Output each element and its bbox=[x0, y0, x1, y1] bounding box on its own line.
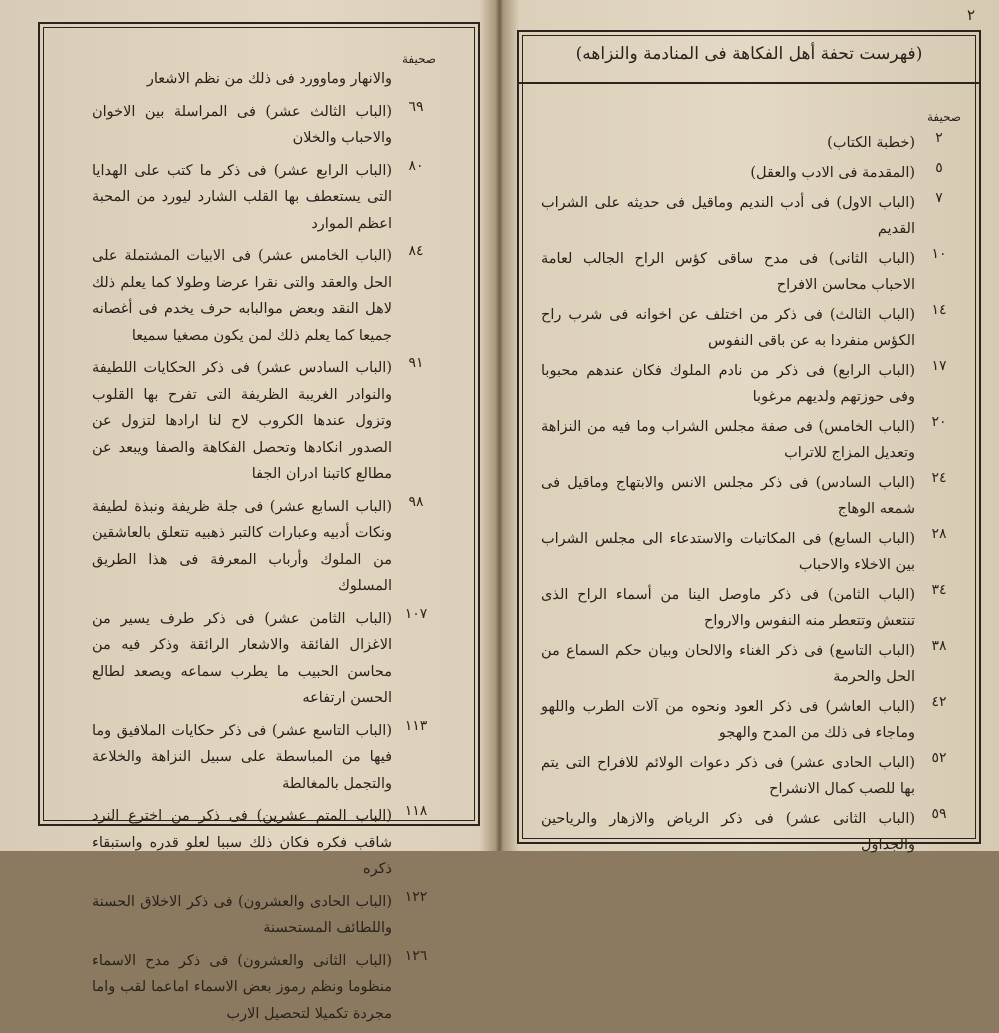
toc-page-number: ٩٨ bbox=[408, 493, 424, 510]
toc-entry bbox=[92, 606, 438, 712]
left-page-frame bbox=[38, 22, 480, 1022]
right-page-frame bbox=[517, 30, 981, 853]
toc-page-number: ٢ bbox=[935, 130, 943, 146]
toc-entry bbox=[541, 806, 961, 858]
toc-entry-text: (الباب العاشر) فى ذكر العود ونحوه من آلات الطرب واللهو وماجاء فى ذلك من المدح والهجو bbox=[541, 699, 915, 741]
toc-entry-text: (الباب الثالث عشر) فى المراسلة بين الاخوان والاحباب والخلان bbox=[92, 103, 392, 146]
toc-page-number: ٦٩ bbox=[408, 98, 424, 115]
toc-page-number: ١٢٢ bbox=[404, 888, 428, 905]
page-number: ٢ bbox=[966, 6, 975, 24]
page-title: (فهرست تحفة أهل الفكاهة فى المنادمة والنزاهه) bbox=[575, 44, 923, 64]
toc-entry-text: (الباب الخامس) فى صفة مجلس الشراب وما فيه من النزاهة وتعديل المزاج للاتراب bbox=[541, 419, 915, 461]
toc-entry bbox=[541, 582, 961, 634]
toc-page-number: ٤٢ bbox=[931, 694, 947, 710]
toc-entry-text: (الباب الرابع عشر) فى ذكر ما كتب على الهدايا التى يستعطف بها القلب الشارد ليورد من المحبة اعظم الموارد bbox=[92, 162, 392, 232]
toc-entry bbox=[541, 302, 961, 354]
toc-entry-text: والانهار وماوورد فى ذلك من نظم الاشعار bbox=[146, 71, 392, 87]
left-page-entries bbox=[92, 66, 438, 1033]
right-page-entries bbox=[541, 130, 961, 862]
toc-entry bbox=[541, 470, 961, 522]
toc-entry-text: (الباب السادس) فى ذكر مجلس الانس والابتهاج وماقيل فى شمعه الوهاج bbox=[541, 475, 915, 517]
toc-page-number: ٢٤ bbox=[931, 470, 947, 486]
toc-page-number: ٩١ bbox=[408, 355, 424, 371]
right-page-column-label: صحيفة bbox=[926, 110, 961, 124]
toc-entry bbox=[92, 948, 438, 1028]
title-bar bbox=[519, 32, 979, 84]
toc-entry-text: (الباب التاسع عشر) فى ذكر حكايات الملافيق وما فيها من المباسطة على سبيل النزاهة والخلاعة والتجمل بالمغالطة bbox=[92, 722, 392, 792]
toc-entry-text: (الباب الخامس عشر) فى الابيات المشتملة على الحل والعقد والتى نقرا عرضا وطولا كما يعلم ذلك لاهل النقد وبعض موالبابه حرف يخدم فى أغصانه جميعا كما يعلم ذلك لمن يكون مصغيا سميعا bbox=[92, 248, 392, 344]
toc-entry bbox=[92, 66, 438, 93]
left-page bbox=[0, 0, 492, 1022]
toc-page-number: ٣٤ bbox=[931, 582, 947, 598]
toc-entry bbox=[541, 358, 961, 410]
toc-page-number: ٥٢ bbox=[931, 750, 947, 766]
toc-entry-text: (الباب الثانى والعشرون) فى ذكر مدح الاسماء منظوما ونظم رموز بعض الاسماء اماعما لقب واما مجردة تكميلا لتحصيل الارب bbox=[92, 952, 392, 1022]
toc-page-number: ١٤ bbox=[931, 302, 947, 318]
toc-entry-text: (الباب الثالث) فى ذكر من اختلف عن اخوانه فى شرب راح الكؤس منفردا به عن باقى النفوس bbox=[541, 307, 915, 349]
toc-page-number: ٣٨ bbox=[931, 638, 947, 654]
toc-entry-text: (الباب الحادى والعشرون) فى ذكر الاخلاق الحسنة واللطائف المستحسنة bbox=[92, 893, 392, 936]
toc-page-number: ١٠ bbox=[931, 246, 947, 262]
toc-entry bbox=[541, 160, 961, 186]
toc-entry bbox=[541, 750, 961, 802]
toc-page-number: ٢٨ bbox=[931, 526, 947, 542]
toc-page-number: ١٠٧ bbox=[404, 605, 428, 622]
toc-page-number: ٥٩ bbox=[931, 806, 947, 822]
right-page bbox=[507, 0, 999, 851]
toc-page-number: ٧ bbox=[935, 190, 943, 206]
toc-entry-text: (المقدمة فى الادب والعقل) bbox=[750, 165, 915, 181]
left-page-column-label: صحيفة bbox=[401, 52, 436, 66]
toc-page-number: ١٧ bbox=[931, 358, 947, 374]
toc-entry bbox=[92, 803, 438, 883]
toc-entry bbox=[541, 414, 961, 466]
toc-page-number: ٨٤ bbox=[408, 243, 424, 259]
toc-entry-text: (الباب الثانى عشر) فى ذكر الرياض والازهار والرياحين والجداول bbox=[541, 811, 915, 853]
toc-entry-text: (الباب الثامن عشر) فى ذكر طرف يسير من الاغزال الفائقة والاشعار الرائقة وذكر فيه من محاسن الحبيب ما يطرب سماعه ويصعد لطالع الحسن ارتفاعه bbox=[92, 610, 392, 706]
toc-page-number: ١٢٦ bbox=[404, 947, 428, 964]
toc-entry-text: (الباب السابع عشر) فى جلة ظريفة ونبذة لطيفة ونكات أدبيه وعبارات كالتبر ذهبيه تتعلق بالعاشقين من الملوك وأرباب المعرفة فى هذا الطريق المسلوك bbox=[92, 498, 392, 594]
toc-entry bbox=[541, 694, 961, 746]
toc-entry bbox=[92, 158, 438, 238]
toc-page-number: ٨٠ bbox=[408, 157, 424, 174]
toc-page-number: ١١٣ bbox=[404, 717, 428, 734]
toc-entry bbox=[541, 526, 961, 578]
toc-entry-text: (الباب الثامن) فى ذكر ماوصل الينا من أسماء الراح الذى تنتعش وتتعطر منه النفوس والارواح bbox=[541, 587, 915, 629]
toc-entry-text: (الباب الاول) فى أدب النديم وماقيل فى حديثه على الشراب القديم bbox=[541, 195, 915, 237]
toc-entry bbox=[92, 718, 438, 798]
toc-entry bbox=[92, 243, 438, 349]
toc-entry-text: (الباب السادس عشر) فى ذكر الحكايات اللطيفة والنوادر الغريبة الظريفة التى تفرح بها القلوب وتزول عندها الكروب لاح لنا ارادها لتزول عن الصدور انكادها وتحصل الفكاهة والصفا ويبعد عن مطالع كاتبنا ادران الجفا bbox=[92, 360, 392, 482]
toc-entry bbox=[541, 246, 961, 298]
toc-entry bbox=[92, 889, 438, 942]
toc-entry bbox=[92, 494, 438, 600]
toc-page-number: ٥ bbox=[935, 160, 943, 176]
toc-entry-text: (الباب الرابع) فى ذكر من نادم الملوك فكان عندهم محبوبا وفى حوزتهم ولديهم مرغوبا bbox=[541, 363, 915, 405]
toc-page-number: ٢٠ bbox=[931, 414, 947, 430]
toc-entry-text: (خطبة الكتاب) bbox=[827, 135, 915, 151]
toc-entry bbox=[541, 190, 961, 242]
toc-entry-text: (الباب الحادى عشر) فى ذكر دعوات الولائم للافراح التى يتم بها للصب كمال الانشراح bbox=[541, 755, 915, 797]
toc-entry bbox=[92, 355, 438, 488]
toc-entry-text: (الباب الثانى) فى مدح ساقى كؤس الراح الجالب لعامة الاحباب محاسن الافراح bbox=[541, 251, 915, 293]
toc-entry-text: (الباب التاسع) فى ذكر الغناء والالحان وبيان حكم السماع من الحل والحرمة bbox=[541, 643, 915, 685]
toc-page-number: ١١٨ bbox=[404, 803, 428, 819]
toc-entry-text: (الباب المتم عشرين) فى ذكر من اخترع النرد شاقب فكره فكان ذلك سببا لعلو قدره واستبقاء ذكره bbox=[92, 808, 392, 877]
toc-entry-text: (الباب السابع) فى المكاتبات والاستدعاء الى مجلس الشراب بين الاخلاء والاحباب bbox=[541, 531, 915, 573]
toc-entry bbox=[92, 99, 438, 152]
toc-entry bbox=[541, 130, 961, 156]
toc-entry bbox=[541, 638, 961, 690]
